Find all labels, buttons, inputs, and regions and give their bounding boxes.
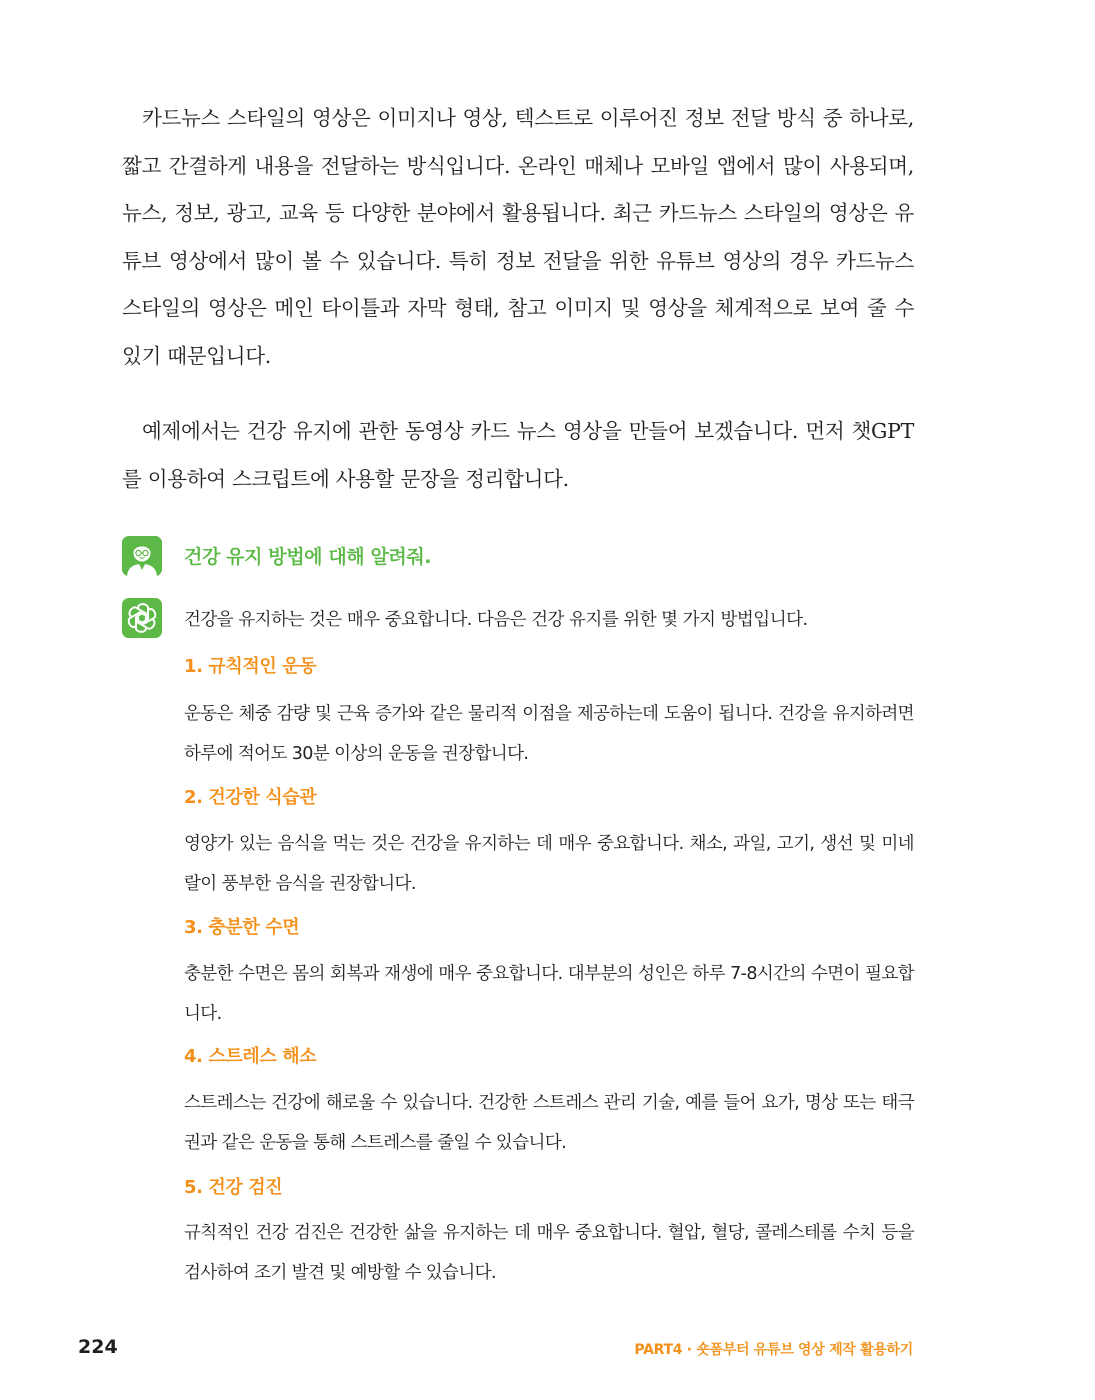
- item-body: 충분한 수면은 몸의 회복과 재생에 매우 중요합니다. 대부분의 성인은 하루 7-8시간의 수면이 필요합니다.: [184, 964, 914, 1024]
- chat-ai-message: [122, 598, 914, 1298]
- item-heading: 3. 충분한 수면: [184, 917, 300, 938]
- user-avatar-icon: [122, 536, 162, 576]
- item-heading: 1. 규칙적인 운동: [184, 656, 317, 677]
- item-heading: 2. 건강한 식습관: [184, 787, 317, 808]
- user-question: 건강 유지 방법에 대해 알려줘.: [184, 546, 432, 568]
- running-title: PART4 · 숏폼부터 유튜브 영상 제작 활용하기: [634, 1342, 913, 1358]
- chat-user-message: [122, 536, 914, 576]
- item-body: 스트레스는 건강에 해로울 수 있습니다. 건강한 스트레스 관리 기술, 예를 들어 요가, 명상 또는 태극권과 같은 운동을 통해 스트레스를 줄일 수 있습니다.: [184, 1093, 914, 1153]
- item-body: 영양가 있는 음식을 먹는 것은 건강을 유지하는 데 매우 중요합니다. 채소, 과일, 고기, 생선 및 미네랄이 풍부한 음식을 권장합니다.: [184, 834, 914, 894]
- chatgpt-logo-icon: [122, 598, 162, 638]
- body-paragraph: 예제에서는 건강 유지에 관한 동영상 카드 뉴스 영상을 만들어 보겠습니다. 먼저 챗GPT를 이용하여 스크립트에 사용할 문장을 정리합니다.: [122, 419, 914, 491]
- item-heading: 5. 건강 검진: [184, 1177, 283, 1198]
- item-body: 운동은 체중 감량 및 근육 증가와 같은 물리적 이점을 제공하는데 도움이 됩니다. 건강을 유지하려면 하루에 적어도 30분 이상의 운동을 권장합니다.: [184, 704, 914, 764]
- body-paragraph: 카드뉴스 스타일의 영상은 이미지나 영상, 텍스트로 이루어진 정보 전달 방식 중 하나로, 짧고 간결하게 내용을 전달하는 방식입니다. 온라인 매체나 모바일 앱에서 많이 사용되며, 뉴스, 정보, 광고, 교육 등 다양한 분야에서 활용됩니다. 최근 카드뉴스 스타일의 영상은 유튜브 영상에서 많이 볼 수 있습니다. 특히 정보 전달을 위한 유튜브 영상의 경우 카드뉴스 스타일의 영상은 메인 타이틀과 자막 형태, 참고 이미지 및 영상을 체계적으로 보여 줄 수 있기 때문입니다.: [122, 106, 914, 368]
- answer-intro: 건강을 유지하는 것은 매우 중요합니다. 다음은 건강 유지를 위한 몇 가지 방법입니다.: [184, 610, 808, 630]
- item-heading: 4. 스트레스 해소: [184, 1046, 317, 1067]
- item-body: 규칙적인 건강 검진은 건강한 삶을 유지하는 데 매우 중요합니다. 혈압, 혈당, 콜레스테롤 수치 등을 검사하여 조기 발견 및 예방할 수 있습니다.: [184, 1223, 914, 1283]
- page-number: 224: [78, 1336, 118, 1358]
